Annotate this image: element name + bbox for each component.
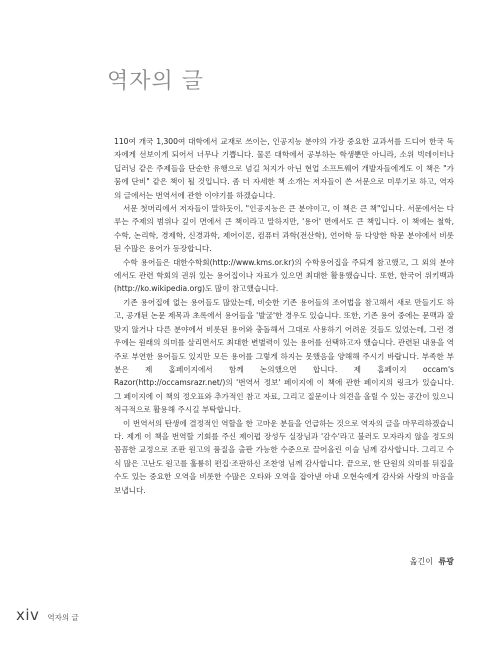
paragraph: 수학 용어들은 대한수학회(http://www.kms.or.kr)의 수학용어집을 주되게 참고했고, 그 외의 분야에서도 관련 학회의 권위 있는 용어집이나 자료가 있으면 최대한 활용했습니다. 또한, 한국어 위키백과(http://ko.wikipedia.org)도 많이 참고했습니다.: [114, 257, 454, 294]
paragraph: 110여 개국 1,300여 대학에서 교재로 쓰이는, 인공지능 분야의 가장 중요한 교과서를 드디어 한국 독자에게 선보이게 되어서 너무나 기쁩니다. 물론 대학에서 공부하는 학생뿐만 아니라, 소위 빅데이터나 딥러닝 같은 주제들을 단순한 유행으로 넘길 처지가 아닌 현업 소프트웨어 개발자들에게도 이 책은 "가뭄에 단비" 같은 책이 될 것입니다. 좀 더 자세한 책 소개는 저자들이 쓴 서문으로 미루기로 하고, 역자의 글에서는 번역서에 관한 이야기를 하겠습니다.: [114, 137, 454, 200]
signature-role: 옮긴이: [409, 557, 433, 566]
paragraph: 서문 첫머리에서 저자들이 말하듯이, "인공지능은 큰 분야이고, 이 책은 큰 책"입니다. 서문에서는 다루는 주제의 범위나 깊이 면에서 큰 책이라고 말하지만, '용어' 면에서도 큰 책입니다. 이 책에는 철학, 수학, 논리학, 경제학, 신경과학, 제어이론, 컴퓨터 과학(전산학), 언어학 등 다양한 학문 분야에서 비롯된 수많은 용어가 등장합니다.: [114, 204, 454, 254]
page-footer: [16, 606, 79, 624]
page-title: 역자의 글: [107, 69, 205, 94]
paragraph: 기존 용어집에 없는 용어들도 많았는데, 비슷한 기존 용어들의 조어법을 참고해서 새로 만들기도 하고, 공개된 논문 제목과 초록에서 용어들을 '발굴'한 경우도 있습니다. 또한, 기존 용어 중에는 문맥과 잘 맞지 않거나 다른 분야에서 비롯된 용어와 충돌해서 그대로 사용하기 어려운 것들도 있었는데, 그런 경우에는 원래의 의미를 살리면서도 최대한 변별력이 있는 용어를 선택하고자 했습니다. 관련된 내용을 역주로 부연한 용어들도 있지만 모든 용어를 그렇게 하지는 못했음을 양해해 주시기 바랍니다. 부족한 부분은 제 홈페이지에서 함께 논의했으면 합니다. 제 홈페이지 occam's Razor(http://occamsrazr.net/)의 '번역서 정보' 페이지에 이 책에 관한 페이지의 링크가 있습니다. 그 페이지에 이 책의 정오표와 추가적인 참고 자료, 그리고 질문이나 의견을 올릴 수 있는 공간이 있으니 적극적으로 활용해 주시길 부탁합니다.: [114, 297, 454, 415]
body-text: [114, 135, 454, 497]
running-title: 역자의 글: [47, 613, 79, 622]
signature-name: 류광: [438, 557, 454, 566]
translator-signature: [410, 556, 454, 567]
page-number: xiv: [16, 606, 40, 624]
paragraph: 이 번역서의 탄생에 결정적인 역할을 한 고마운 분들을 언급하는 것으로 역자의 글을 마무리하겠습니다. 제게 이 책을 번역할 기회를 주신 제이펍 장성두 실장님과 '감수'라고 불러도 모자라지 않을 정도의 꼼꼼한 교정으로 조판 원고의 품질을 출판 가능한 수준으로 끌어올린 이슬 님께 감사합니다. 그리고 수식 많은 고난도 원고를 훌륭히 편집·조판하신 조찬영 님께 감사합니다. 끝으로, 한 단원의 의미를 뒤집을 수도 있는 중요한 오역을 비롯한 수많은 오타와 오역을 잡아낸 아내 오현숙에게 감사와 사랑의 마음을 보냅니다.: [114, 418, 454, 495]
